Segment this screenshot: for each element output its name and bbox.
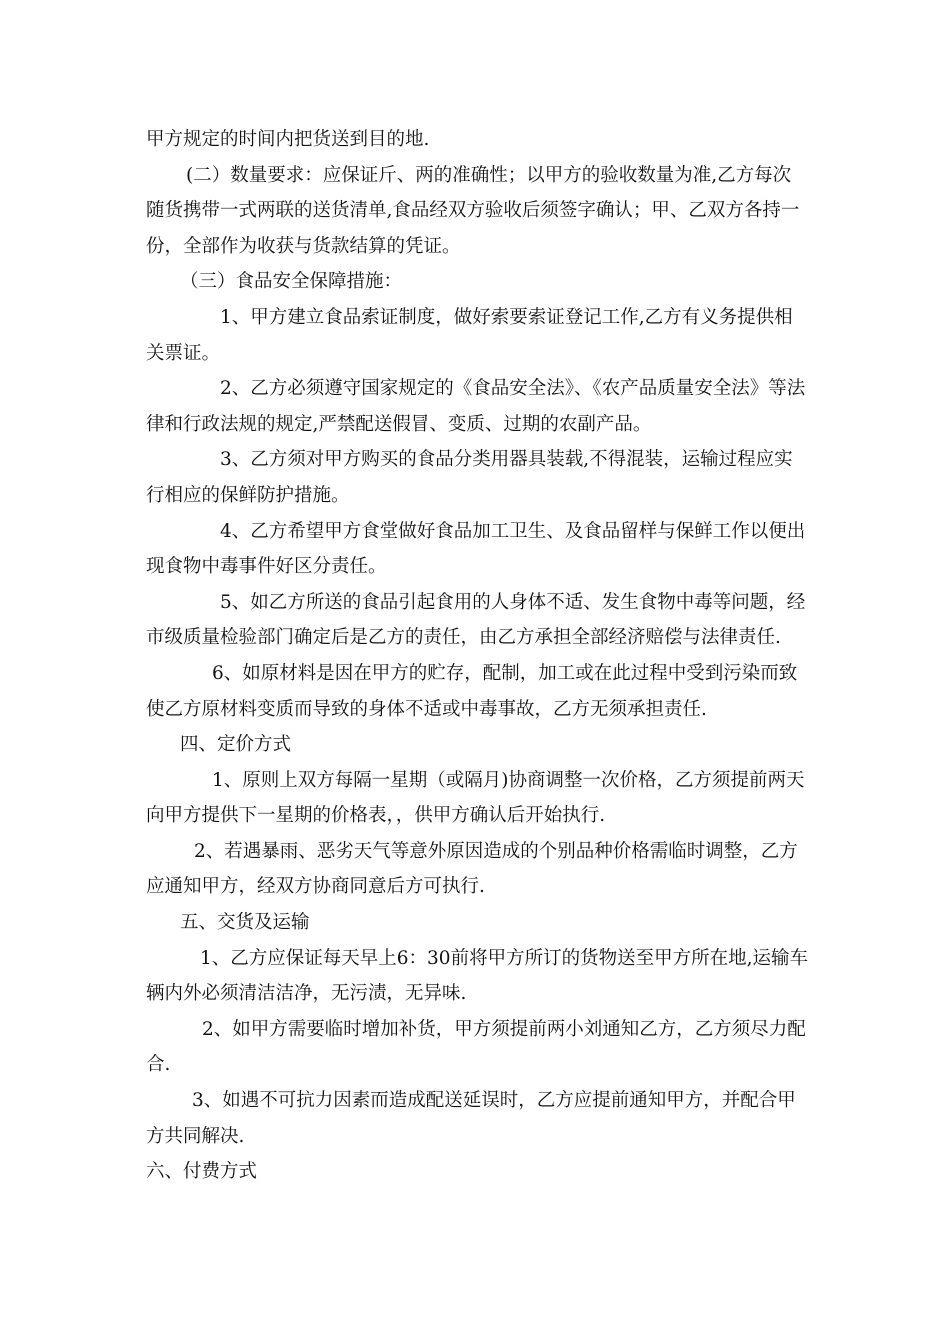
list-item: 2、若遇暴雨、恶劣天气等意外原因造成的个别品种价格需临时调整，乙方应通知甲方，经双方协商同意后方可执行.: [146, 840, 798, 898]
list-item: 5、如乙方所送的食品引起食用的人身体不适、发生食物中毒等问题，经市级质量检验部门确定后是乙方的责任，由乙方承担全部经济赔偿与法律责任.: [146, 591, 806, 649]
list-item: 2、乙方必须遵守国家规定的《食品安全法》、《农产品质量安全法》等法律和行政法规的规定,严禁配送假冒、变质、过期的农副产品。: [146, 378, 806, 435]
list-item: 6、如原材料是因在甲方的贮存，配制，加工或在此过程中受到污染而致使乙方原材料变质而导致的身体不适或中毒事故，乙方无须承担责任.: [146, 662, 798, 720]
list-item: 3、如遇不可抗力因素而造成配送延误时，乙方应提前通知甲方，并配合甲方共同解决.: [146, 1090, 796, 1147]
paragraph: 甲方规定的时间内把货送到目的地.: [146, 129, 430, 150]
section-heading: 四、定价方式: [180, 734, 292, 756]
document-body: [146, 122, 808, 1190]
list-item: 2、如甲方需要临时增加补货，甲方须提前两小刘通知乙方，乙方须尽力配合.: [146, 1018, 806, 1076]
list-item: 4、乙方希望甲方食堂做好食品加工卫生、及食品留样与保鲜工作以便出现食物中毒事件好区分责任。: [146, 520, 806, 578]
list-item: 1、原则上双方每隔一星期（或隔月)协商调整一次价格，乙方须提前两天向甲方提供下一星期的价格表，，供甲方确认后开始执行.: [146, 769, 805, 827]
paragraph: (二）数量要求：应保证斤、两的准确性；以甲方的验收数量为准,乙方每次随货携带一式两联的送货清单,食品经双方验收后须签字确认；甲、乙双方各持一份，全部作为收获与货款结算的凭证。: [146, 164, 800, 257]
list-item: 1、甲方建立食品索证制度，做好索要索证登记工作,乙方有义务提供相关票证。: [146, 306, 793, 364]
section-heading: 六、付费方式: [146, 1161, 258, 1183]
list-item: 3、乙方须对甲方购买的食品分类用器具装载,不得混装，运输过程应实行相应的保鲜防护措施。: [146, 449, 793, 506]
section-heading: （三）食品安全保障措施：: [180, 271, 403, 293]
list-item: 1、乙方应保证每天早上6：30前将甲方所订的货物送至甲方所在地,运输车辆内外必须清洁洁净，无污渍，无异味.: [146, 947, 808, 1005]
section-heading: 五、交货及运输: [180, 912, 310, 934]
